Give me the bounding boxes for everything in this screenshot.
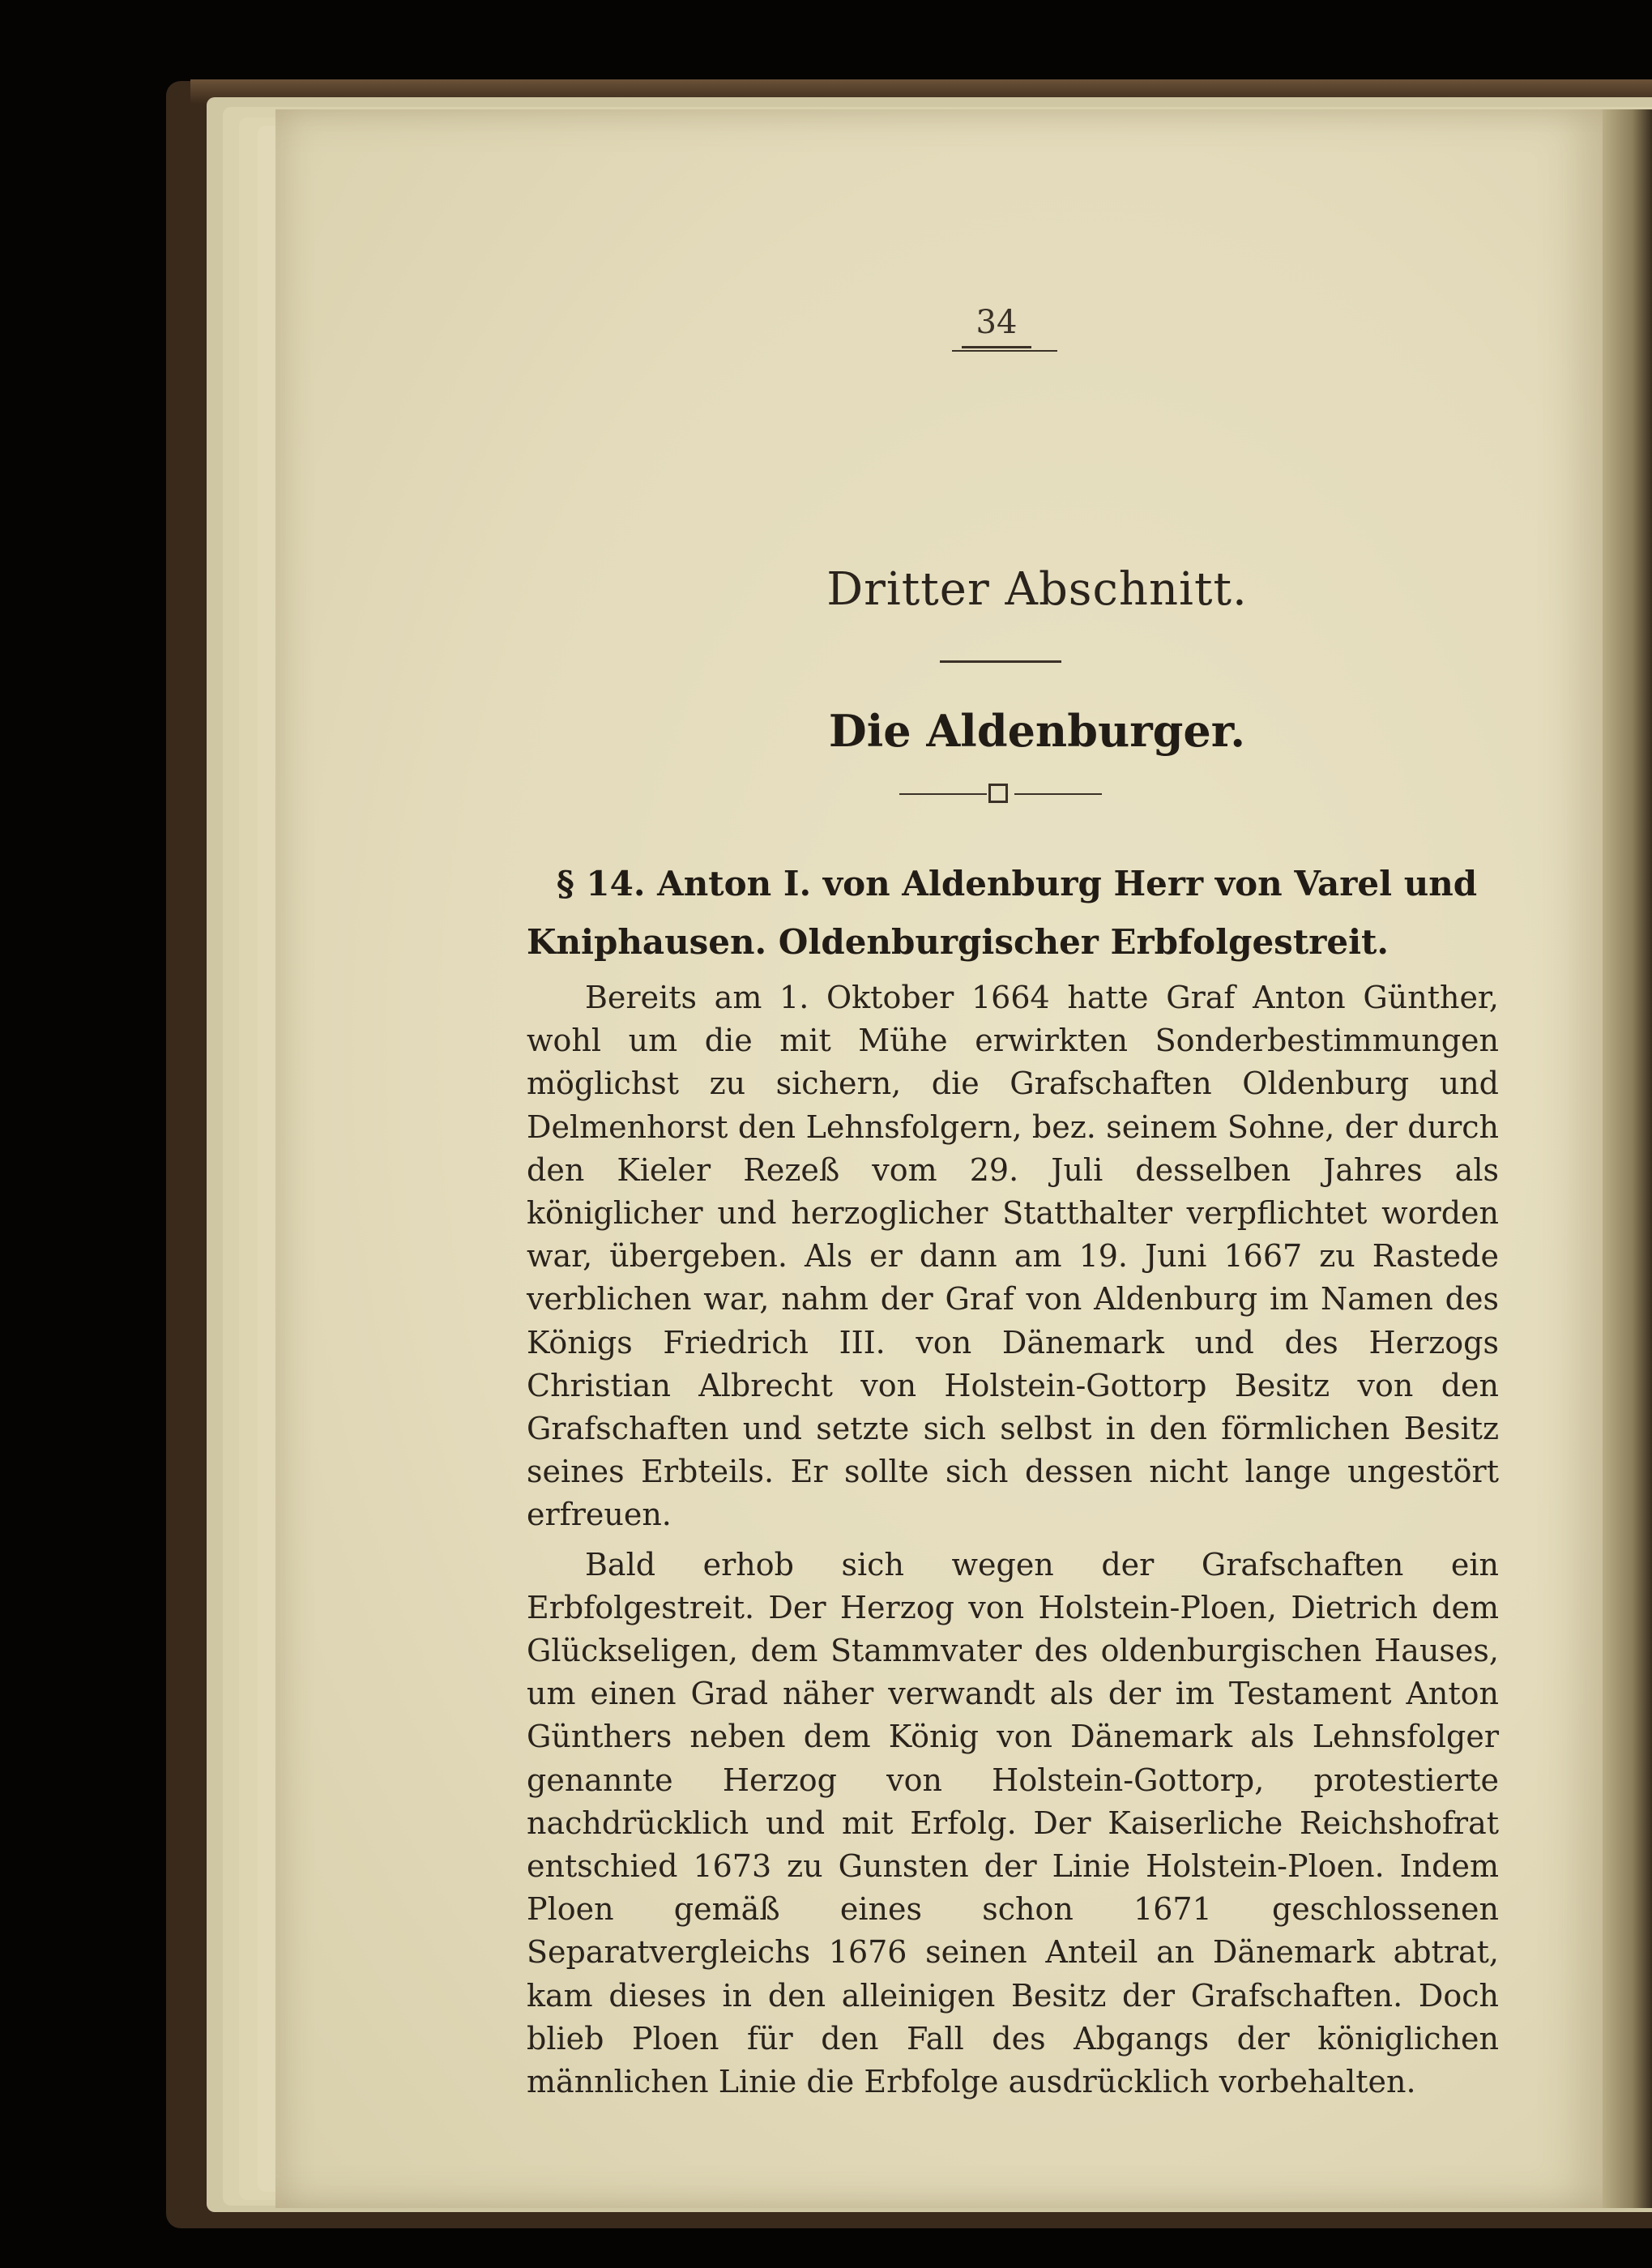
page-number: 34 [962,304,1032,348]
ornament-box [988,784,1008,803]
ornament-divider [899,782,1102,806]
heading-divider [940,660,1061,663]
chapter-title: Die Aldenburger. [828,705,1246,757]
paragraph: Bald erhob sich wegen der Grafschaften ein Erbfolgestreit. Der Herzog von Holstein-Ploen, Dietrich dem Glückseligen, dem Stammvater des oldenburgischen Hauses, um einen Grad näher verwandt als der im Testament Anton Günthers neben dem König von Dänemark als Lehnsfolger genannte Herzog von Holstein-Gottorp, protestierte nachdrücklich und mit Erfolg. Der Kaiserliche Reichshofrat entschied 1673 zu Gunsten der Linie Holstein-Ploen. Indem Ploen gemäß eines schon 1671 geschlossenen Separatvergleichs 1676 seinen Anteil an Dänemark abtrat, kam dieses in den alleinigen Besitz der Grafschaften. Doch blieb Ploen für den Fall des Abgangs der königlichen männlichen Linie die Erbfolge ausdrücklich vorbehalten. [527,1546,1499,2100]
body-text [527,976,1499,2110]
ornament-line-left [899,793,987,795]
section-heading: Dritter Abschnitt. [826,563,1248,616]
subsection-title-line-2: Kniphausen. Oldenburgischer Erbfolgestreit. [527,922,1389,962]
subsection-title-line-1: § 14. Anton I. von Aldenburg Herr von Varel und [556,864,1478,903]
subsection-title [527,855,1499,972]
paragraph: Bereits am 1. Oktober 1664 hatte Graf Anton Günther, wohl um die mit Mühe erwirkten Sonderbestimmungen möglichst zu sichern, die Grafschaften Oldenburg und Delmenhorst den Lehnsfolgern, bez. seinem Sohne, der durch den Kieler Rezeß vom 29. Juli desselben Jahres als königlicher und herzoglicher Statthalter verpflichtet worden war, übergeben. Als er dann am 19. Juni 1667 zu Rastede verblichen war, nahm der Graf von Aldenburg im Namen des Königs Friedrich III. von Dänemark und des Herzogs Christian Albrecht von Holstein-Gottorp Besitz von den Grafschaften und setzte sich selbst in den förmlichen Besitz seines Erbteils. Er sollte sich dessen nicht lange ungestört erfreuen. [527,980,1499,1533]
page-number-underline [952,350,1057,352]
book-gutter [1603,109,1652,2208]
ornament-line-right [1014,793,1102,795]
page-number-container [936,304,1057,348]
